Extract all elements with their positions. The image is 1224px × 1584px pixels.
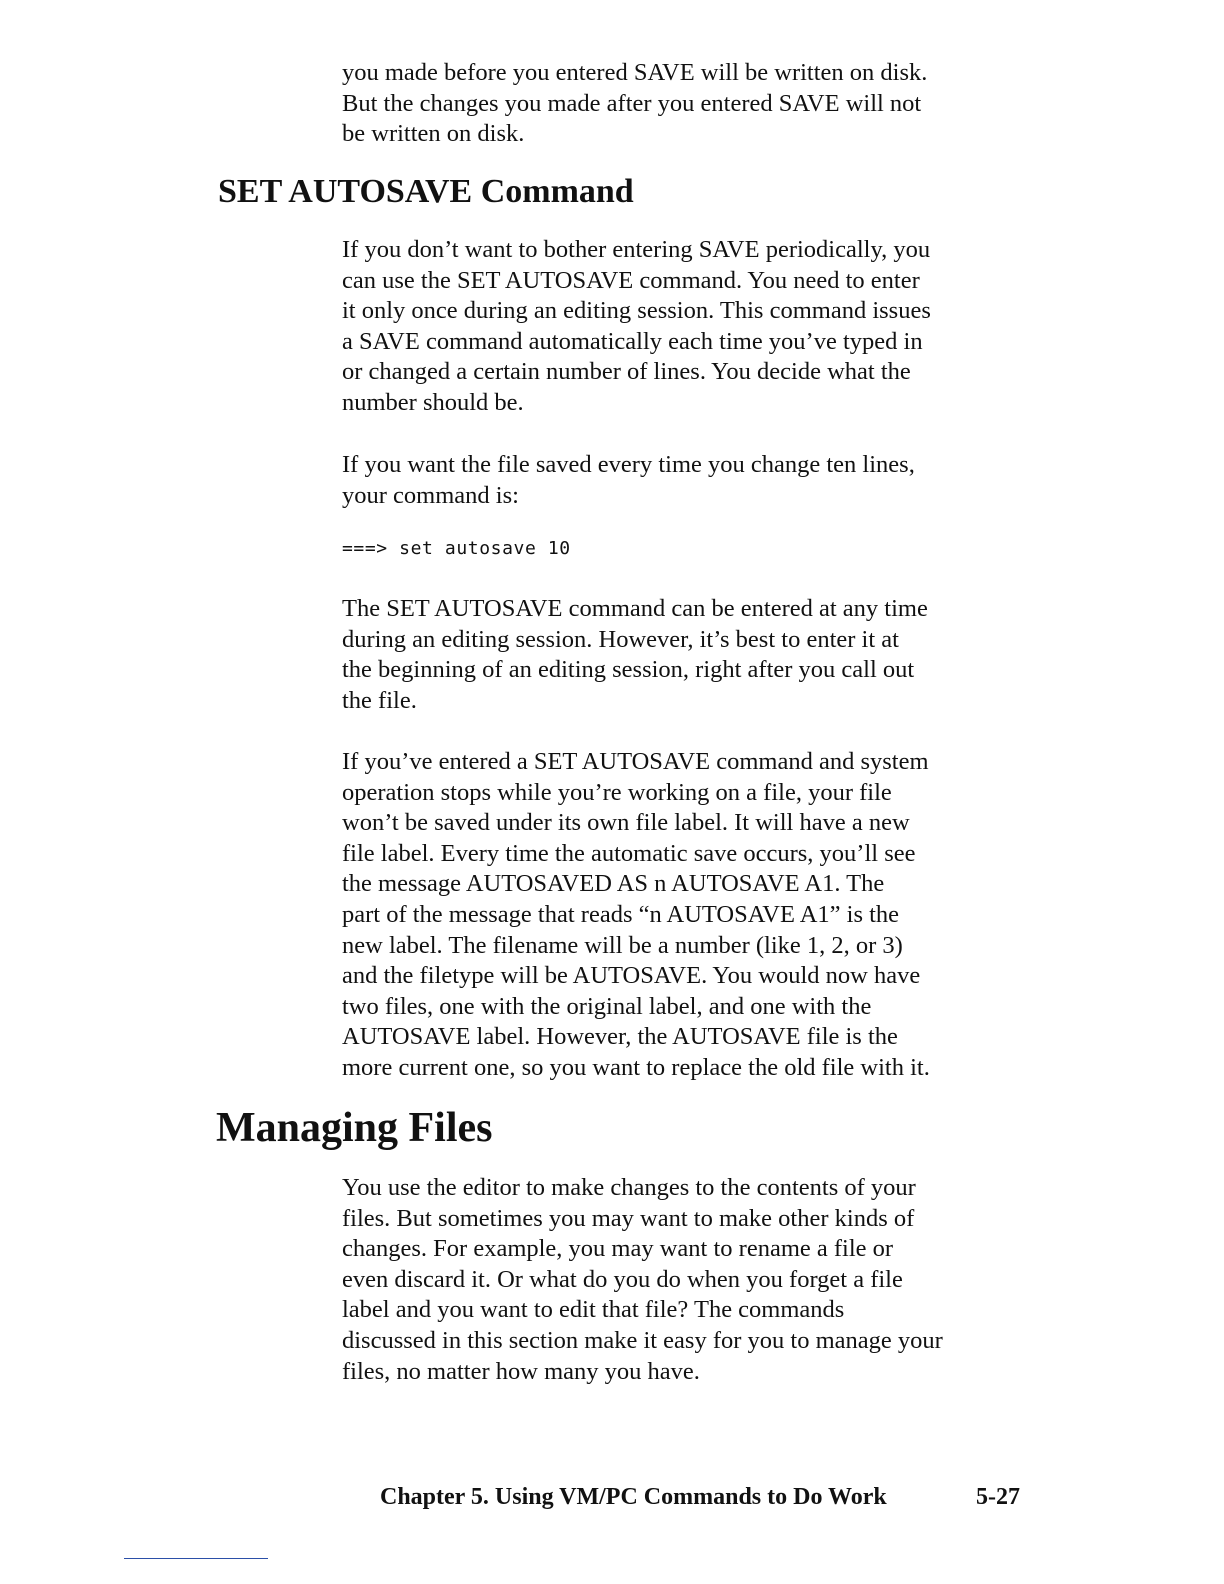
text-line: part of the message that reads “n AUTOSAVE A1” is the (342, 900, 900, 928)
page-number: 5-27 (976, 1484, 1020, 1510)
text-line: the message AUTOSAVED AS n AUTOSAVE A1. The (342, 870, 885, 898)
text-line: a SAVE command automatically each time you’ve typed in (342, 327, 923, 355)
managing-files-heading: Managing Files (216, 1105, 493, 1151)
text-line: The SET AUTOSAVE command can be entered at any time (342, 595, 928, 622)
text-line: two files, one with the original label, and one with the (342, 992, 872, 1020)
text-line: your command is: (342, 481, 519, 509)
command-example: ===> set autosave 10 (342, 538, 571, 559)
text-line: If you’ve entered a SET AUTOSAVE command and system (342, 748, 929, 775)
text-line: If you don’t want to bother entering SAVE periodically, you (342, 236, 931, 263)
text-line: during an editing session. However, it’s best to enter it at (342, 625, 899, 653)
page-footer (380, 1482, 1020, 1512)
text-line: you made before you entered SAVE will be written on disk. (342, 59, 928, 86)
text-line: even discard it. Or what do you do when you forget a file (342, 1265, 903, 1293)
text-line: operation stops while you’re working on a file, your file (342, 778, 892, 806)
text-line: number should be. (342, 388, 524, 416)
text-line: it only once during an editing session. This command issues (342, 297, 931, 325)
text-line: new label. The filename will be a number (like 1, 2, or 3) (342, 931, 903, 959)
text-line: label and you want to edit that file? The commands (342, 1296, 845, 1324)
text-line: won’t be saved under its own file label. It will have a new (342, 809, 910, 837)
autosave-paragraph-2 (342, 450, 1032, 511)
text-line: file label. Every time the automatic save occurs, you’ll see (342, 839, 916, 867)
text-line: discussed in this section make it easy for you to manage your (342, 1326, 943, 1354)
text-line: or changed a certain number of lines. You decide what the (342, 358, 911, 386)
text-line: more current one, so you want to replace the old file with it. (342, 1053, 930, 1081)
text-line: files. But sometimes you may want to make other kinds of (342, 1204, 915, 1232)
autosave-paragraph-3 (342, 594, 1032, 716)
scan-edge-line (124, 1558, 268, 1559)
intro-paragraph (342, 58, 1032, 150)
text-line: be written on disk. (342, 120, 525, 148)
managing-files-paragraph (342, 1173, 1032, 1387)
autosave-paragraph-1 (342, 235, 1032, 419)
text-line: You use the editor to make changes to the contents of your (342, 1174, 916, 1201)
text-line: and the filetype will be AUTOSAVE. You would now have (342, 962, 921, 990)
set-autosave-heading: SET AUTOSAVE Command (218, 173, 634, 210)
autosave-paragraph-4 (342, 747, 1032, 1084)
text-line: AUTOSAVE label. However, the AUTOSAVE file is the (342, 1023, 898, 1051)
text-line: changes. For example, you may want to rename a file or (342, 1235, 894, 1263)
text-line: the beginning of an editing session, right after you call out (342, 656, 915, 684)
text-line: can use the SET AUTOSAVE command. You need to enter (342, 266, 920, 294)
text-line: the file. (342, 686, 417, 714)
text-line: But the changes you made after you entered SAVE will not (342, 89, 922, 117)
text-line: files, no matter how many you have. (342, 1357, 700, 1385)
text-line: If you want the file saved every time you change ten lines, (342, 451, 915, 478)
chapter-title: Chapter 5. Using VM/PC Commands to Do Work (380, 1484, 887, 1510)
